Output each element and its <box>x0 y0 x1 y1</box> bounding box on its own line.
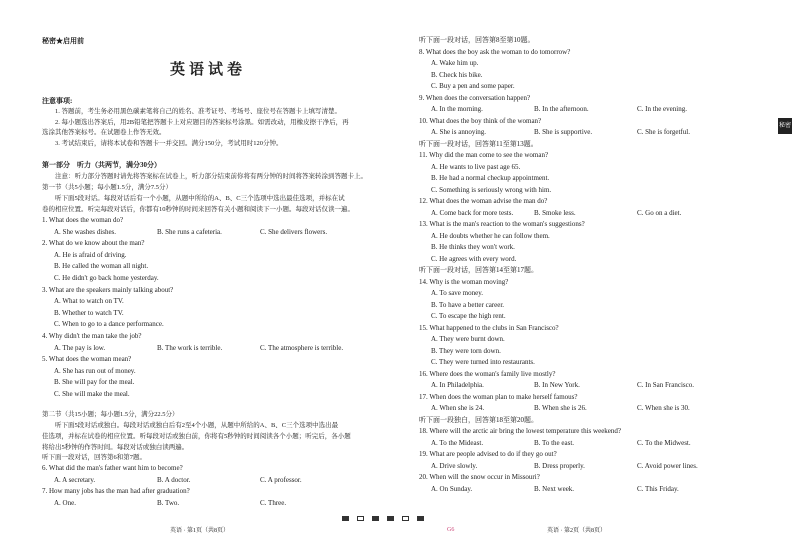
answer-option: B. She runs a cafeteria. <box>157 227 222 236</box>
answer-option: B. To the east. <box>534 438 575 447</box>
question-text: 2. What do we know about the man? <box>42 239 145 248</box>
answer-option: A. Wake him up. <box>431 59 479 67</box>
answer-option: A. She washes dishes. <box>54 227 117 236</box>
answer-option: C. Something is seriously wrong with him. <box>431 185 552 194</box>
question-text: 20. When will the snow occur in Missouri? <box>419 473 540 481</box>
section-note: 听下面一段独白，回答第18至第20题。 <box>419 415 538 424</box>
section1-intro: 听下面5段对话。每段对话后有一个小题，从题中所给的A、B、C三个选项中选出最佳选项，并标在试 <box>55 195 345 202</box>
answer-option: A. To save money. <box>431 289 484 297</box>
question-text: 14. Why is the woman moving? <box>419 277 509 286</box>
section2-intro: 将给出5秒钟的作答时间。每段对话或独白读两遍。 <box>42 444 189 451</box>
answer-option: C. She will make the meal. <box>54 390 130 398</box>
answer-option: B. Check his bike. <box>431 70 483 79</box>
answer-option: C. The atmosphere is terrible. <box>260 343 344 352</box>
page-marker-squares <box>342 516 424 521</box>
answer-option: A. Drive slowly. <box>431 461 478 470</box>
answer-option: B. He had a normal checkup appointment. <box>431 174 550 182</box>
answer-option: C. Avoid power lines. <box>637 461 698 470</box>
answer-option: C. They were turned into restaurants. <box>431 358 535 366</box>
section1-heading: 第一节（共5小题；每小题1.5分，满分7.5分） <box>42 184 172 191</box>
question-text: 1. What does the woman do? <box>42 216 124 224</box>
answer-option: C. A professor. <box>260 475 302 484</box>
answer-option: C. She is forgetful. <box>637 128 690 136</box>
section2-heading: 第二节（共15小题；每小题1.5分，满分22.5分） <box>42 411 179 418</box>
marker-square <box>417 516 424 521</box>
answer-option: B. She is supportive. <box>534 128 593 136</box>
answer-option: B. Next week. <box>534 484 575 493</box>
answer-option: B. He thinks they won't work. <box>431 243 515 251</box>
answer-option: A. The pay is low. <box>54 343 106 352</box>
answer-option: C. He didn't go back home yesterday. <box>54 274 159 282</box>
question-text: 4. Why didn't the man take the job? <box>42 332 142 340</box>
answer-option: B. When she is 26. <box>534 404 587 412</box>
answer-option: B. In New York. <box>534 381 580 389</box>
secret-label: 秘密★启用前 <box>42 37 84 45</box>
question-text: 5. What does the woman mean? <box>42 355 132 364</box>
answer-option: C. In San Francisco. <box>637 381 694 389</box>
notes-item: 2. 每小题选出答案后，用2B铅笔把答题卡上对应题目的答案标号涂黑。如需改动，用橡皮擦干净后，再 <box>55 119 349 126</box>
answer-option: C. He agrees with every word. <box>431 254 517 263</box>
answer-option: B. Dress properly. <box>534 461 585 470</box>
answer-option: A. When she is 24. <box>431 404 485 412</box>
answer-option: A. They were burnt down. <box>431 335 505 343</box>
answer-option: A. Come back for more tests. <box>431 208 514 217</box>
question-text: 19. What are people advised to do if they go out? <box>419 450 557 458</box>
question-text: 18. Where will the arctic air bring the lowest temperature this weekend? <box>419 427 622 435</box>
answer-option: A. In Philadelphia. <box>431 381 484 389</box>
question-text: 7. How many jobs has the man had after graduation? <box>42 487 190 496</box>
marker-square <box>357 516 364 521</box>
question-text: 15. What happened to the clubs in San Francisco? <box>419 323 559 332</box>
marker-square <box>402 516 409 521</box>
answer-option: C. When to go to a dance performance. <box>54 320 164 329</box>
answer-option: A. To the Mideast. <box>431 438 484 447</box>
page-footer: 英语 · 第1页（共8页） <box>170 528 229 534</box>
marker-square <box>387 516 394 521</box>
answer-option: A. One. <box>54 498 76 507</box>
question-text: 13. What is the man's reaction to the woman's suggestions? <box>419 220 585 228</box>
answer-option: A. He wants to live past age 65. <box>431 162 521 171</box>
question-text: 10. What does the boy think of the woman? <box>419 116 542 125</box>
answer-option: C. To the Midwest. <box>637 438 691 447</box>
notes-heading: 注意事项: <box>42 97 73 105</box>
notes-item: 1. 答题前，考生务必用黑色碳素笔将自己的姓名、准考证号、考场号、座位号在答题卡上填写清楚。 <box>55 108 341 115</box>
right-page <box>397 0 794 544</box>
answer-option: C. To escape the high rent. <box>431 312 506 320</box>
question-text: 3. What are the speakers mainly talking about? <box>42 285 174 294</box>
answer-option: B. Smoke less. <box>534 208 576 217</box>
answer-option: C. In the evening. <box>637 105 687 113</box>
answer-option: C. When she is 30. <box>637 404 690 412</box>
question-text: 9. When does the conversation happen? <box>419 93 531 102</box>
question-text: 12. What does the woman advise the man do? <box>419 197 548 205</box>
page-mark: G6 <box>447 527 455 533</box>
section-note: 听下面一段对话，回答第8至第10题。 <box>419 36 535 44</box>
question-text: 8. What does the boy ask the woman to do tomorrow? <box>419 47 571 56</box>
answer-option: A. She has run out of money. <box>54 366 136 375</box>
answer-option: B. He called the woman all night. <box>54 262 149 271</box>
answer-option: C. This Friday. <box>637 484 679 493</box>
notes-item: 3. 考试结束后，请将本试卷和答题卡一并交回。满分150分，考试用时120分钟。 <box>55 140 283 147</box>
answer-option: B. In the afternoon. <box>534 105 589 113</box>
section-note: 听下面一段对话，回答第14至第17题。 <box>419 266 538 274</box>
answer-option: C. Go on a diet. <box>637 208 682 217</box>
answer-option: B. She will pay for the meal. <box>54 378 135 387</box>
answer-option: B. They were torn down. <box>431 346 501 355</box>
answer-option: C. Three. <box>260 498 287 507</box>
answer-option: A. He is afraid of driving. <box>54 250 127 259</box>
page-title: 英语试卷 <box>170 60 247 78</box>
section2-intro: 听下面一段对话，回答第6和第7题。 <box>42 454 146 461</box>
question-text: 16. Where does the woman's family live mostly? <box>419 369 556 378</box>
section-note: 听下面一段对话，回答第11至第13题。 <box>419 139 538 148</box>
question-text: 6. What did the man's father want him to become? <box>42 464 183 472</box>
answer-option: A. In the morning. <box>431 105 483 113</box>
answer-option: A. On Sunday. <box>431 484 473 493</box>
answer-option: B. Whether to watch TV. <box>54 308 124 317</box>
marker-square <box>342 516 349 521</box>
answer-option: A. He doubts whether he can follow them. <box>431 231 550 240</box>
page-footer: 英语 · 第2页（共8页） <box>547 528 606 534</box>
section1-intro: 卷的相应位置。听完每段对话后，你都有10秒钟的时间来回答有关小题和阅读下一小题。每段对话仅读一遍。 <box>42 206 354 213</box>
answer-option: C. Buy a pen and some paper. <box>431 82 515 90</box>
answer-option: B. Two. <box>157 498 180 507</box>
answer-option: B. The work is terrible. <box>157 343 223 352</box>
part1-intro: 注意：听力部分答题时请先将答案标在试卷上，听力部分结束前你将有两分钟的时间将答案转涂到答题卡上。 <box>55 173 367 180</box>
answer-option: A. A secretary. <box>54 475 96 484</box>
answer-option: B. A doctor. <box>157 475 191 484</box>
section2-intro: 听下面5段对话或独白。每段对话或独白后有2至4个小题，从题中所给的A、B、C三个选项中选出最 <box>55 422 339 429</box>
section2-intro: 佳选项，并标在试卷的相应位置。听每段对话或独白前，你将有5秒钟的时间阅读各个小题；听完后，各小题 <box>42 433 351 440</box>
question-text: 11. Why did the man come to see the woman? <box>419 151 549 159</box>
answer-option: A. What to watch on TV. <box>54 297 124 306</box>
marker-square <box>372 516 379 521</box>
notes-item: 选涂其他答案标号。在试题卷上作答无效。 <box>42 129 166 136</box>
answer-option: C. She delivers flowers. <box>260 227 328 236</box>
answer-option: B. To have a better career. <box>431 300 505 309</box>
side-tab: 秘密 <box>778 118 792 134</box>
answer-option: A. She is annoying. <box>431 128 487 136</box>
part1-heading: 第一部分 听力（共两节，满分30分） <box>42 161 161 169</box>
question-text: 17. When does the woman plan to make herself famous? <box>419 392 578 401</box>
